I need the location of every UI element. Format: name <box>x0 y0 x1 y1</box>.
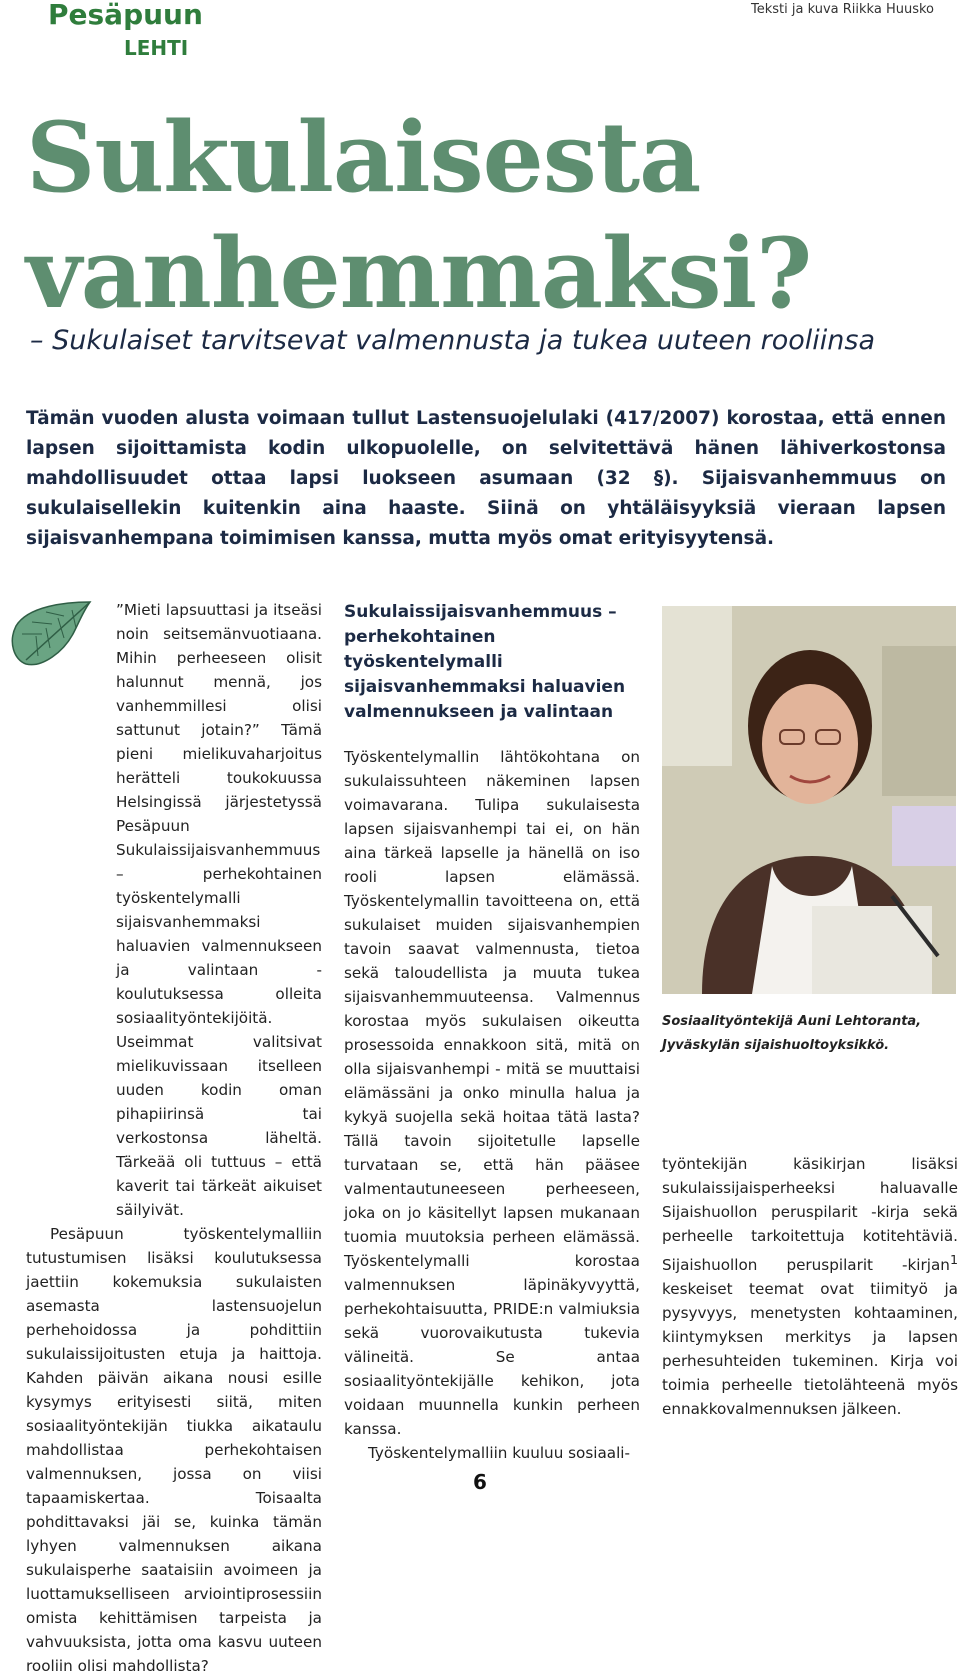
masthead-subtitle: LEHTI <box>124 36 189 60</box>
column-3 <box>662 1152 958 1421</box>
section-heading: Sukulaissijaisvanhemmuus – perhekohtainen työskentelymalli sijaisvanhemmaksi haluavien valmennukseen ja valintaan <box>344 602 626 722</box>
column-3-paragraph <box>662 1152 958 1421</box>
footnote-marker: 1 <box>949 1252 958 1267</box>
photo-caption: Sosiaalityöntekijä Auni Lehtoranta, Jyväskylän sijaishuoltoyksikkö. <box>662 1014 922 1053</box>
masthead-title: Pesäpuun <box>48 0 203 31</box>
article-lead: Tämän vuoden alusta voimaan tullut Lastensuojelulaki (417/2007) korostaa, että ennen lapsen sijoittamista kodin ulkopuolelle, on selvitettävä hänen lähiverkostonsa mahdollisuudet ottaa lapsi luokseen asumaan (32 §). Sijaisvanhemmuus on sukulaisellekin kuitenkin aina haaste. Siinä on yhtäläisyyksiä vieraan lapsen sijaisvanhempana toimimisen kanssa, mutta myös omat erityisyytensä. <box>26 408 946 549</box>
column-1 <box>26 598 322 1678</box>
page-number: 6 <box>473 1470 487 1494</box>
article-title: Sukulaisesta vanhemmaksi? <box>26 101 812 330</box>
column-1-paragraph-1: ”Mieti lapsuuttasi ja itseäsi noin seitsemänvuotiaana. Mihin perheeseen olisit halunnut mennä, jos vanhemmillesi olisi sattunut jotain?” Tämä pieni mielikuvaharjoitus herätteli toukokuussa Helsingissä järjestetyssä Pesäpuun Sukulaissijaisvanhemmuus – perhekohtainen työskentelymalli sijaisvanhemmaksi haluavien valmennukseen ja valintaan -koulutuksessa olleita sosiaalityöntekijöitä. Useimmat valitsivat mielikuvissaan itselleen uuden kodin oman pihapiirinsä tai verkostonsa läheltä. Tärkeää oli tuttuus – että kaverit tai tärkeät aikuiset säilyivät. <box>116 601 322 1219</box>
column-3-text-b: keskeiset teemat ovat tiimityö ja pysyvyys, menetysten kohtaaminen, kiintymyksen merkitys ja lapsen perhesuhteiden tukeminen. Kirja voi toimia perheelle tietolähteenä myös ennakkovalmennuksen jälkeen. <box>662 1280 958 1419</box>
column-2 <box>344 600 640 1465</box>
column-1-paragraph-2: Pesäpuun työskentelymalliin tutustumisen lisäksi koulutuksessa jaettiin kokemuksia sukulaisten asemasta lastensuojelun perhehoidossa ja pohdittiin sukulaissijoitusten etuja ja haittoja. Kahden päivän aikana nousi esille kysymys erityisesti siitä, miten sosiaalityöntekijän tiukka aikataulu mahdollistaa perhekohtaisen valmennuksen, jossa on viisi tapaamiskertaa. Toisaalta pohdittavaksi jäi se, kuinka tämän lyhyen valmennuksen aikana sukulaisperhe saataisiin avoimeen ja luottamukselliseen arviointiprosessiin omista kehittämisen tarpeista ja vahvuuksista, jotta oma kasvu uuteen rooliin olisi mahdollista? <box>26 1225 322 1675</box>
column-2-paragraph-2: Työskentelymalliin kuuluu sosiaali- <box>368 1444 631 1462</box>
photo-credit: Teksti ja kuva Riikka Huusko <box>751 2 934 17</box>
portrait-photo <box>662 606 956 994</box>
article-subtitle: – Sukulaiset tarvitsevat valmennusta ja tukea uuteen rooliinsa <box>30 325 876 356</box>
column-2-paragraph-1: Työskentelymallin lähtökohtana on sukulaissuhteen näkeminen lapsen voimavarana. Tulipa sukulaisesta lapsen sijaisvanhempi tai ei, on hän aina tärkeä lapselle ja hänellä on iso rooli lapsen elämässä. Työskentelymallin tavoitteena on, että sukulaiset muiden sijaisvanhempien tavoin saavat valmennusta, tietoa sekä taloudellista ja muuta tukea sijaisvanhemmuuteensa. Valmennus korostaa myös sukulaisen oikeutta prosessoida ennakkoon sitä, mitä on olla sijaisvanhempi - mitä se muuttaisi elämässäni ja onko minulla halua ja kykyä suojella sekä hoitaa tätä lasta? Tällä tavoin sijoitetulle lapselle turvataan se, että hän pääsee valmentautuneeseen perheeseen, joka on jo käsitellyt lapsen mukanaan tuomia muutoksia perheen elämässä. Työskentelymalli korostaa valmennuksen läpinäkyvyyttä, perhekohtaisuutta, PRIDE:n valmiuksia sekä vuorovaikutusta tukevia välineitä. Se antaa sosiaalityöntekijälle kehikon, jota voidaan muunnella kunkin perheen kanssa. <box>344 748 640 1438</box>
column-3-text-a: työntekijän käsikirjan lisäksi sukulaissijaisperheeksi haluavalle Sijaishuollon peruspilarit -kirja sekä perheelle tarkoitettuja kotitehtäviä. Sijaishuollon peruspilarit -kirjan <box>662 1155 958 1275</box>
